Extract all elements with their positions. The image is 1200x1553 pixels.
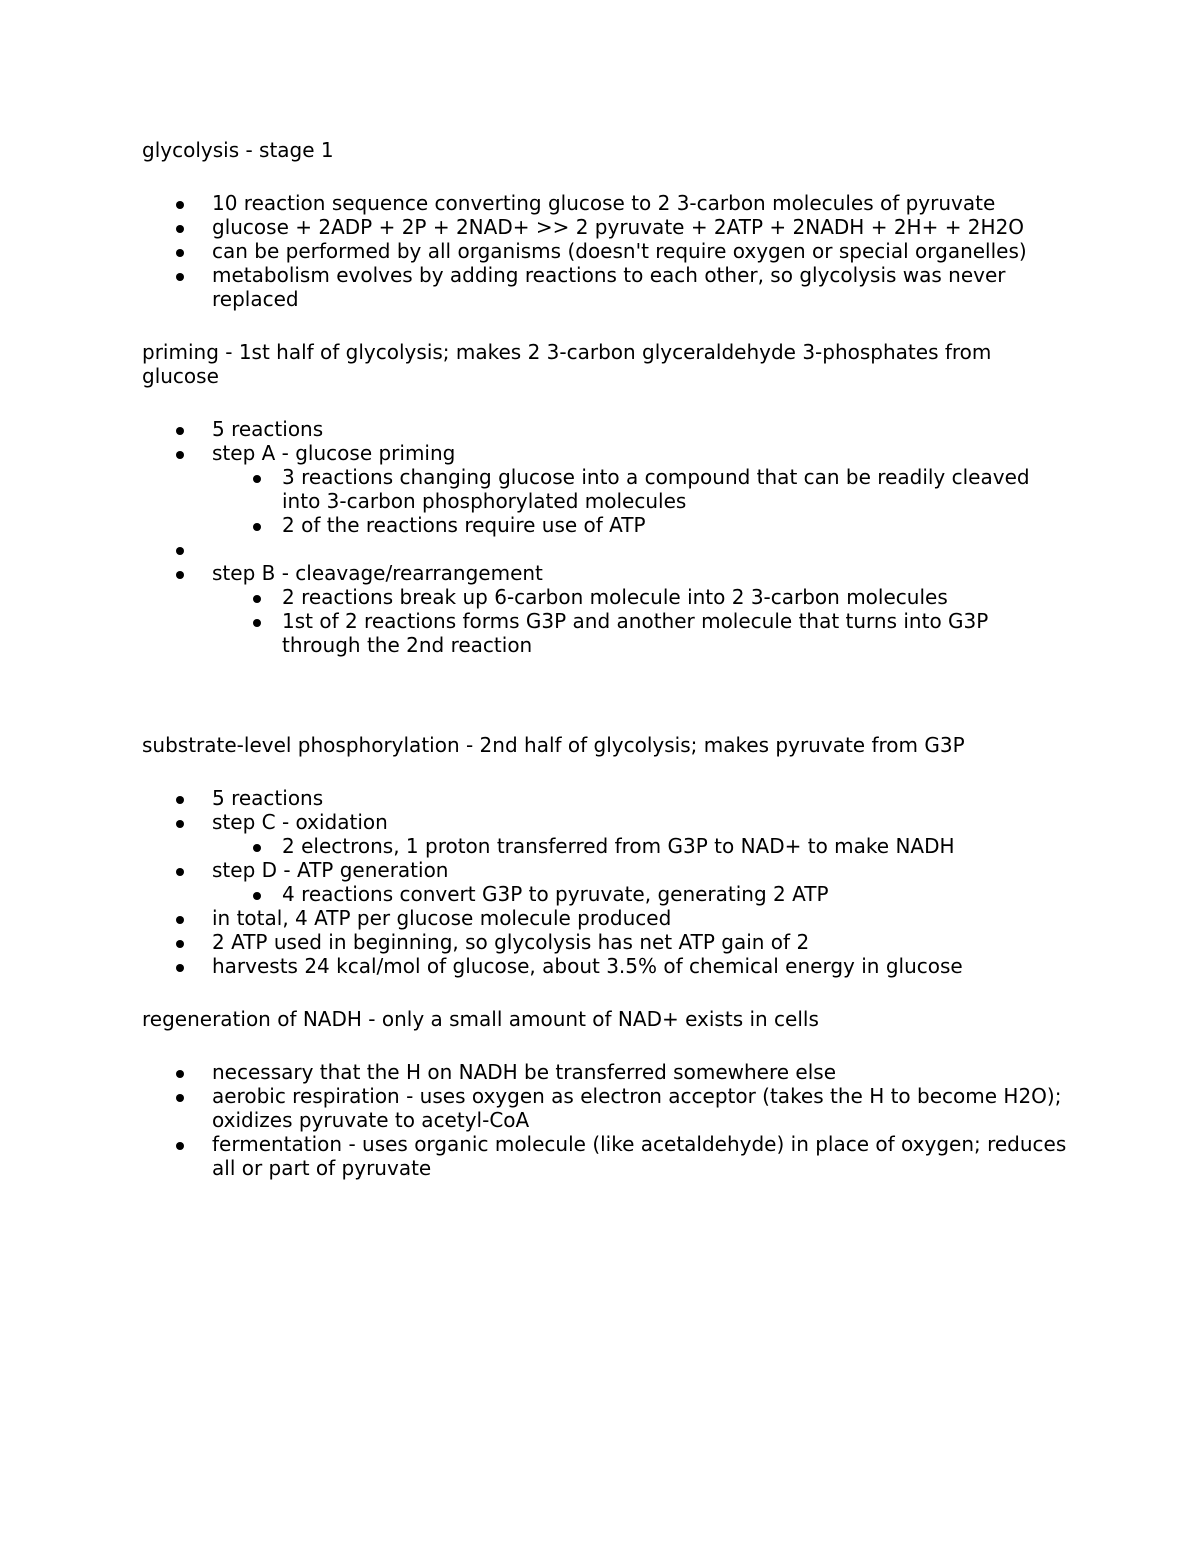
list-item: can be performed by all organisms (doesn't require oxygen or special organelles) [142, 239, 1072, 263]
sub-list-item: 4 reactions convert G3P to pyruvate, generating 2 ATP [212, 882, 1072, 906]
regeneration-list [142, 1060, 1072, 1180]
list-item: fermentation - uses organic molecule (like acetaldehyde) in place of oxygen; reduces all or part of pyruvate [142, 1132, 1072, 1180]
list-item: harvests 24 kcal/mol of glucose, about 3.5% of chemical energy in glucose [142, 954, 1072, 978]
empty-list-item [142, 537, 1072, 561]
document-page [142, 138, 1072, 1209]
sub-list [212, 465, 1072, 537]
section-heading-glycolysis: glycolysis - stage 1 [142, 138, 334, 162]
list-item [142, 561, 1072, 657]
sub-list [212, 882, 1072, 906]
sub-list-item: 3 reactions changing glucose into a compound that can be readily cleaved into 3-carbon phosphorylated molecules [212, 465, 1072, 513]
list-item: glucose + 2ADP + 2P + 2NAD+ >> 2 pyruvate + 2ATP + 2NADH + 2H+ + 2H2O [142, 215, 1072, 239]
blank-line [142, 686, 1072, 733]
list-item: 2 ATP used in beginning, so glycolysis has net ATP gain of 2 [142, 930, 1072, 954]
sub-list-item: 2 of the reactions require use of ATP [212, 513, 1072, 537]
list-item: 5 reactions [142, 417, 1072, 441]
list-item: 10 reaction sequence converting glucose to 2 3-carbon molecules of pyruvate [142, 191, 1072, 215]
list-item: metabolism evolves by adding reactions to each other, so glycolysis was never replaced [142, 263, 1072, 311]
substrate-level-phosphorylation-list [142, 786, 1072, 978]
sub-list [212, 834, 1072, 858]
list-item-text: step C - oxidation [212, 810, 388, 834]
sub-list-item: 1st of 2 reactions forms G3P and another molecule that turns into G3P through the 2nd reaction [212, 609, 1072, 657]
sub-list-item: 2 reactions break up 6-carbon molecule into 2 3-carbon molecules [212, 585, 1072, 609]
list-item-text: step B - cleavage/rearrangement [212, 561, 543, 585]
priming-list [142, 417, 1072, 657]
list-item [142, 810, 1072, 858]
list-item: aerobic respiration - uses oxygen as electron acceptor (takes the H to become H2O); oxidizes pyruvate to acetyl-CoA [142, 1084, 1072, 1132]
list-item: 5 reactions [142, 786, 1072, 810]
glycolysis-list [142, 191, 1072, 311]
list-item-text: step D - ATP generation [212, 858, 449, 882]
section-heading-regeneration-of-nadh: regeneration of NADH - only a small amount of NAD+ exists in cells [142, 1007, 819, 1031]
section-heading-priming: priming - 1st half of glycolysis; makes 2 3-carbon glyceraldehyde 3-phosphates from glucose [142, 340, 992, 388]
list-item: necessary that the H on NADH be transferred somewhere else [142, 1060, 1072, 1084]
sub-list [212, 585, 1072, 657]
section-heading-substrate-level-phosphorylation: substrate-level phosphorylation - 2nd half of glycolysis; makes pyruvate from G3P [142, 733, 965, 757]
list-item [142, 858, 1072, 906]
sub-list-item: 2 electrons, 1 proton transferred from G3P to NAD+ to make NADH [212, 834, 1072, 858]
list-item: in total, 4 ATP per glucose molecule produced [142, 906, 1072, 930]
list-item-text: step A - glucose priming [212, 441, 456, 465]
list-item [142, 441, 1072, 537]
